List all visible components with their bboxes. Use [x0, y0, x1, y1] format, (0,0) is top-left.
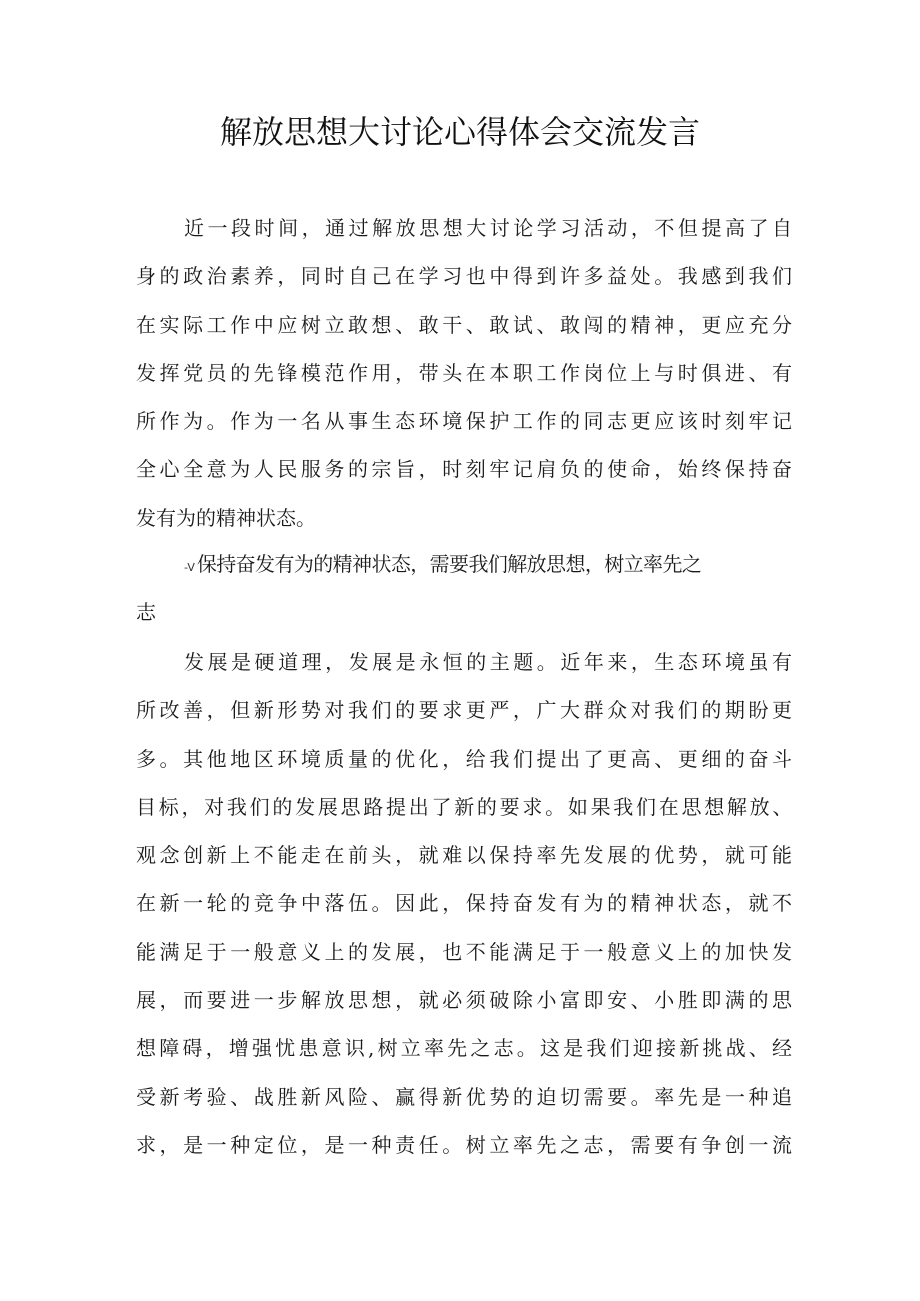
paragraph-line: 观念创新上不能走在前头，就难以保持率先发展的优势，就可能 — [136, 843, 792, 868]
section-heading-text: 保持奋发有为的精神状态，需要我们解放思想，树立率先之 — [196, 552, 702, 576]
paragraph-line: 在实际工作中应树立敢想、敢干、敢试、敢闯的精神，更应充分 — [136, 312, 792, 337]
document-title: 解放思想大讨论心得体会交流发言 — [219, 113, 700, 151]
paragraph-line: 求，是一种定位，是一种责任。树立率先之志，需要有争创一流 — [136, 1132, 792, 1157]
paragraph-line: 近一段时间，通过解放思想大讨论学习活动，不但提高了自 — [184, 216, 792, 240]
section-heading — [136, 540, 792, 636]
paragraph-line: 全心全意为人民服务的宗旨，时刻牢记肩负的使命，始终保持奋 — [136, 457, 792, 482]
paragraph-line: 展，而要进一步解放思想，就必须破除小富即安、小胜即满的思 — [136, 988, 792, 1013]
paragraph-intro — [136, 204, 792, 542]
heading-marker: -V — [184, 561, 195, 574]
paragraph-line: 想障碍，增强忧患意识,树立率先之志。这是我们迎接新挑战、经 — [136, 1036, 792, 1061]
paragraph-line: 多。其他地区环境质量的优化，给我们提出了更高、更细的奋斗 — [136, 746, 792, 771]
paragraph-line: 能满足于一般意义上的发展，也不能满足于一般意义上的加快发 — [136, 939, 792, 964]
paragraph-line: 发挥党员的先锋模范作用，带头在本职工作岗位上与时俱进、有 — [136, 360, 792, 385]
paragraph-line: 受新考验、战胜新风险、赢得新优势的迫切需要。率先是一种追 — [136, 1084, 792, 1109]
section-heading-line: 志 — [136, 600, 156, 624]
paragraph-line: 所改善，但新形势对我们的要求更严，广大群众对我们的期盼更 — [136, 698, 792, 723]
paragraph-line: 目标，对我们的发展思路提出了新的要求。如果我们在思想解放、 — [136, 794, 792, 819]
paragraph-line: 发有为的精神状态。 — [136, 505, 316, 530]
paragraph-line: 发展是硬道理，发展是永恒的主题。近年来，生态环境虽有 — [184, 650, 792, 674]
paragraph-line: 所作为。作为一名从事生态环境保护工作的同志更应该时刻牢记 — [136, 409, 792, 434]
paragraph-development — [136, 638, 792, 1169]
section-heading-line — [136, 540, 792, 588]
paragraph-line: 在新一轮的竞争中落伍。因此，保持奋发有为的精神状态，就不 — [136, 891, 792, 916]
paragraph-line: 身的政治素养，同时自己在学习也中得到许多益处。我感到我们 — [136, 264, 792, 289]
